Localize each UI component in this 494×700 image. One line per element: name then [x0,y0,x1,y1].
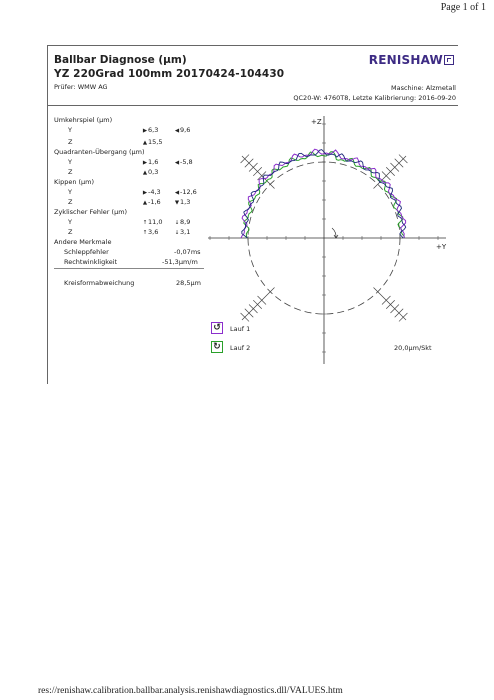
arrow-down-icon: ▼ [174,200,180,206]
axis-y-label: +Y [436,243,447,251]
cyclic-z-v1: 3,6 [148,228,159,236]
backlash-y-v1: 6,3 [148,126,159,134]
backlash-z-v1: 15,5 [148,138,163,146]
tilt-heading: Kippen (µm) [54,178,95,186]
tilt-z-v2: 1,3 [180,198,191,206]
plot-traces [241,149,406,238]
cyclic-y-v2: 8,9 [180,218,191,226]
tilt-z-label: Z [68,198,73,206]
diagonal-guide [242,156,275,189]
page-of: Page 1 of 1 [440,2,486,13]
cyclic-y-v1: 11,0 [148,218,163,226]
arrow-up-icon: ▲ [142,200,148,206]
backlash-y-label: Y [68,126,72,134]
arrow-up-thin-icon: ↑ [142,230,148,236]
reversal-z-label: Z [68,168,73,176]
cyclic-y-label: Y [68,218,72,226]
backlash-heading: Umkehrspiel (µm) [54,116,113,124]
reversal-z-v1: 0,3 [148,168,159,176]
arrow-down-thin-icon: ↓ [174,230,180,236]
reversal-y-v2: -5,8 [180,158,193,166]
cyclic-z-v2: 3,1 [180,228,191,236]
arrow-up-icon: ▲ [142,140,148,146]
servo-value: -0,07ms [174,248,201,256]
ballbar-plot [48,46,458,384]
axis-z-label: +Z [311,118,322,126]
arrow-left-icon: ◀ [174,190,180,196]
run1-swatch [211,322,223,334]
footer-url: res://renishaw.calibration.ballbar.analysis.renishawdiagnostics.dll/VALUES.htm [38,686,343,696]
arrow-right-icon: ▶ [142,190,148,196]
tester: Prüfer: WMW AG [54,83,108,91]
arrow-up-icon: ▲ [142,170,148,176]
backlash-y-v2: 9,6 [180,126,191,134]
tilt-y-label: Y [68,188,72,196]
circularity-label: Kreisformabweichung [64,279,135,287]
scale-label: 20,0µm/Skt [394,344,432,352]
arrow-right-icon: ▶ [142,160,148,166]
tilt-y-v2: -12,6 [180,188,197,196]
run1-trace [241,149,406,238]
run1-label: Lauf 1 [230,325,251,333]
rotate-clockwise-icon: ↻ [213,342,221,352]
run2-swatch [211,341,223,353]
rotate-counterclockwise-icon: ↺ [213,323,221,333]
report-subtitle: YZ 220Grad 100mm 20170424-104430 [54,68,285,80]
report-title: Ballbar Diagnose (µm) [54,54,187,66]
squareness-value: -51,3µm/m [162,258,198,266]
ballbar-report [47,45,458,384]
reversal-heading: Quadranten-Übergang (µm) [54,148,145,156]
cyclic-heading: Zyklischer Fehler (µm) [54,208,128,216]
machine: Maschine: Alzmetall [391,84,456,92]
reversal-y-label: Y [68,158,72,166]
start-arc [332,228,336,238]
backlash-z-label: Z [68,138,73,146]
arrow-left-icon: ◀ [174,160,180,166]
qc20-calibration: QC20-W: 4760T8, Letzte Kalibrierung: 2016-09-20 [293,94,456,102]
reversal-y-v1: 1,6 [148,158,159,166]
arrow-up-thin-icon: ↑ [142,220,148,226]
servo-label: Schleppfehler [64,248,109,256]
other-heading: Andere Merkmale [54,238,112,246]
diagonal-guide [373,287,406,320]
arrow-right-icon: ▶ [142,128,148,134]
squareness-label: Rechtwinkligkeit [64,258,118,266]
arrow-down-thin-icon: ↓ [174,220,180,226]
renishaw-logo: RENISHAW [369,53,454,67]
cyclic-z-label: Z [68,228,73,236]
circularity-value: 28,5µm [176,279,201,287]
arrow-left-icon: ◀ [174,128,180,134]
run2-label: Lauf 2 [230,344,251,352]
tilt-y-v1: -4,3 [148,188,161,196]
diagonal-guide [242,287,275,320]
tilt-z-v1: -1,6 [148,198,161,206]
